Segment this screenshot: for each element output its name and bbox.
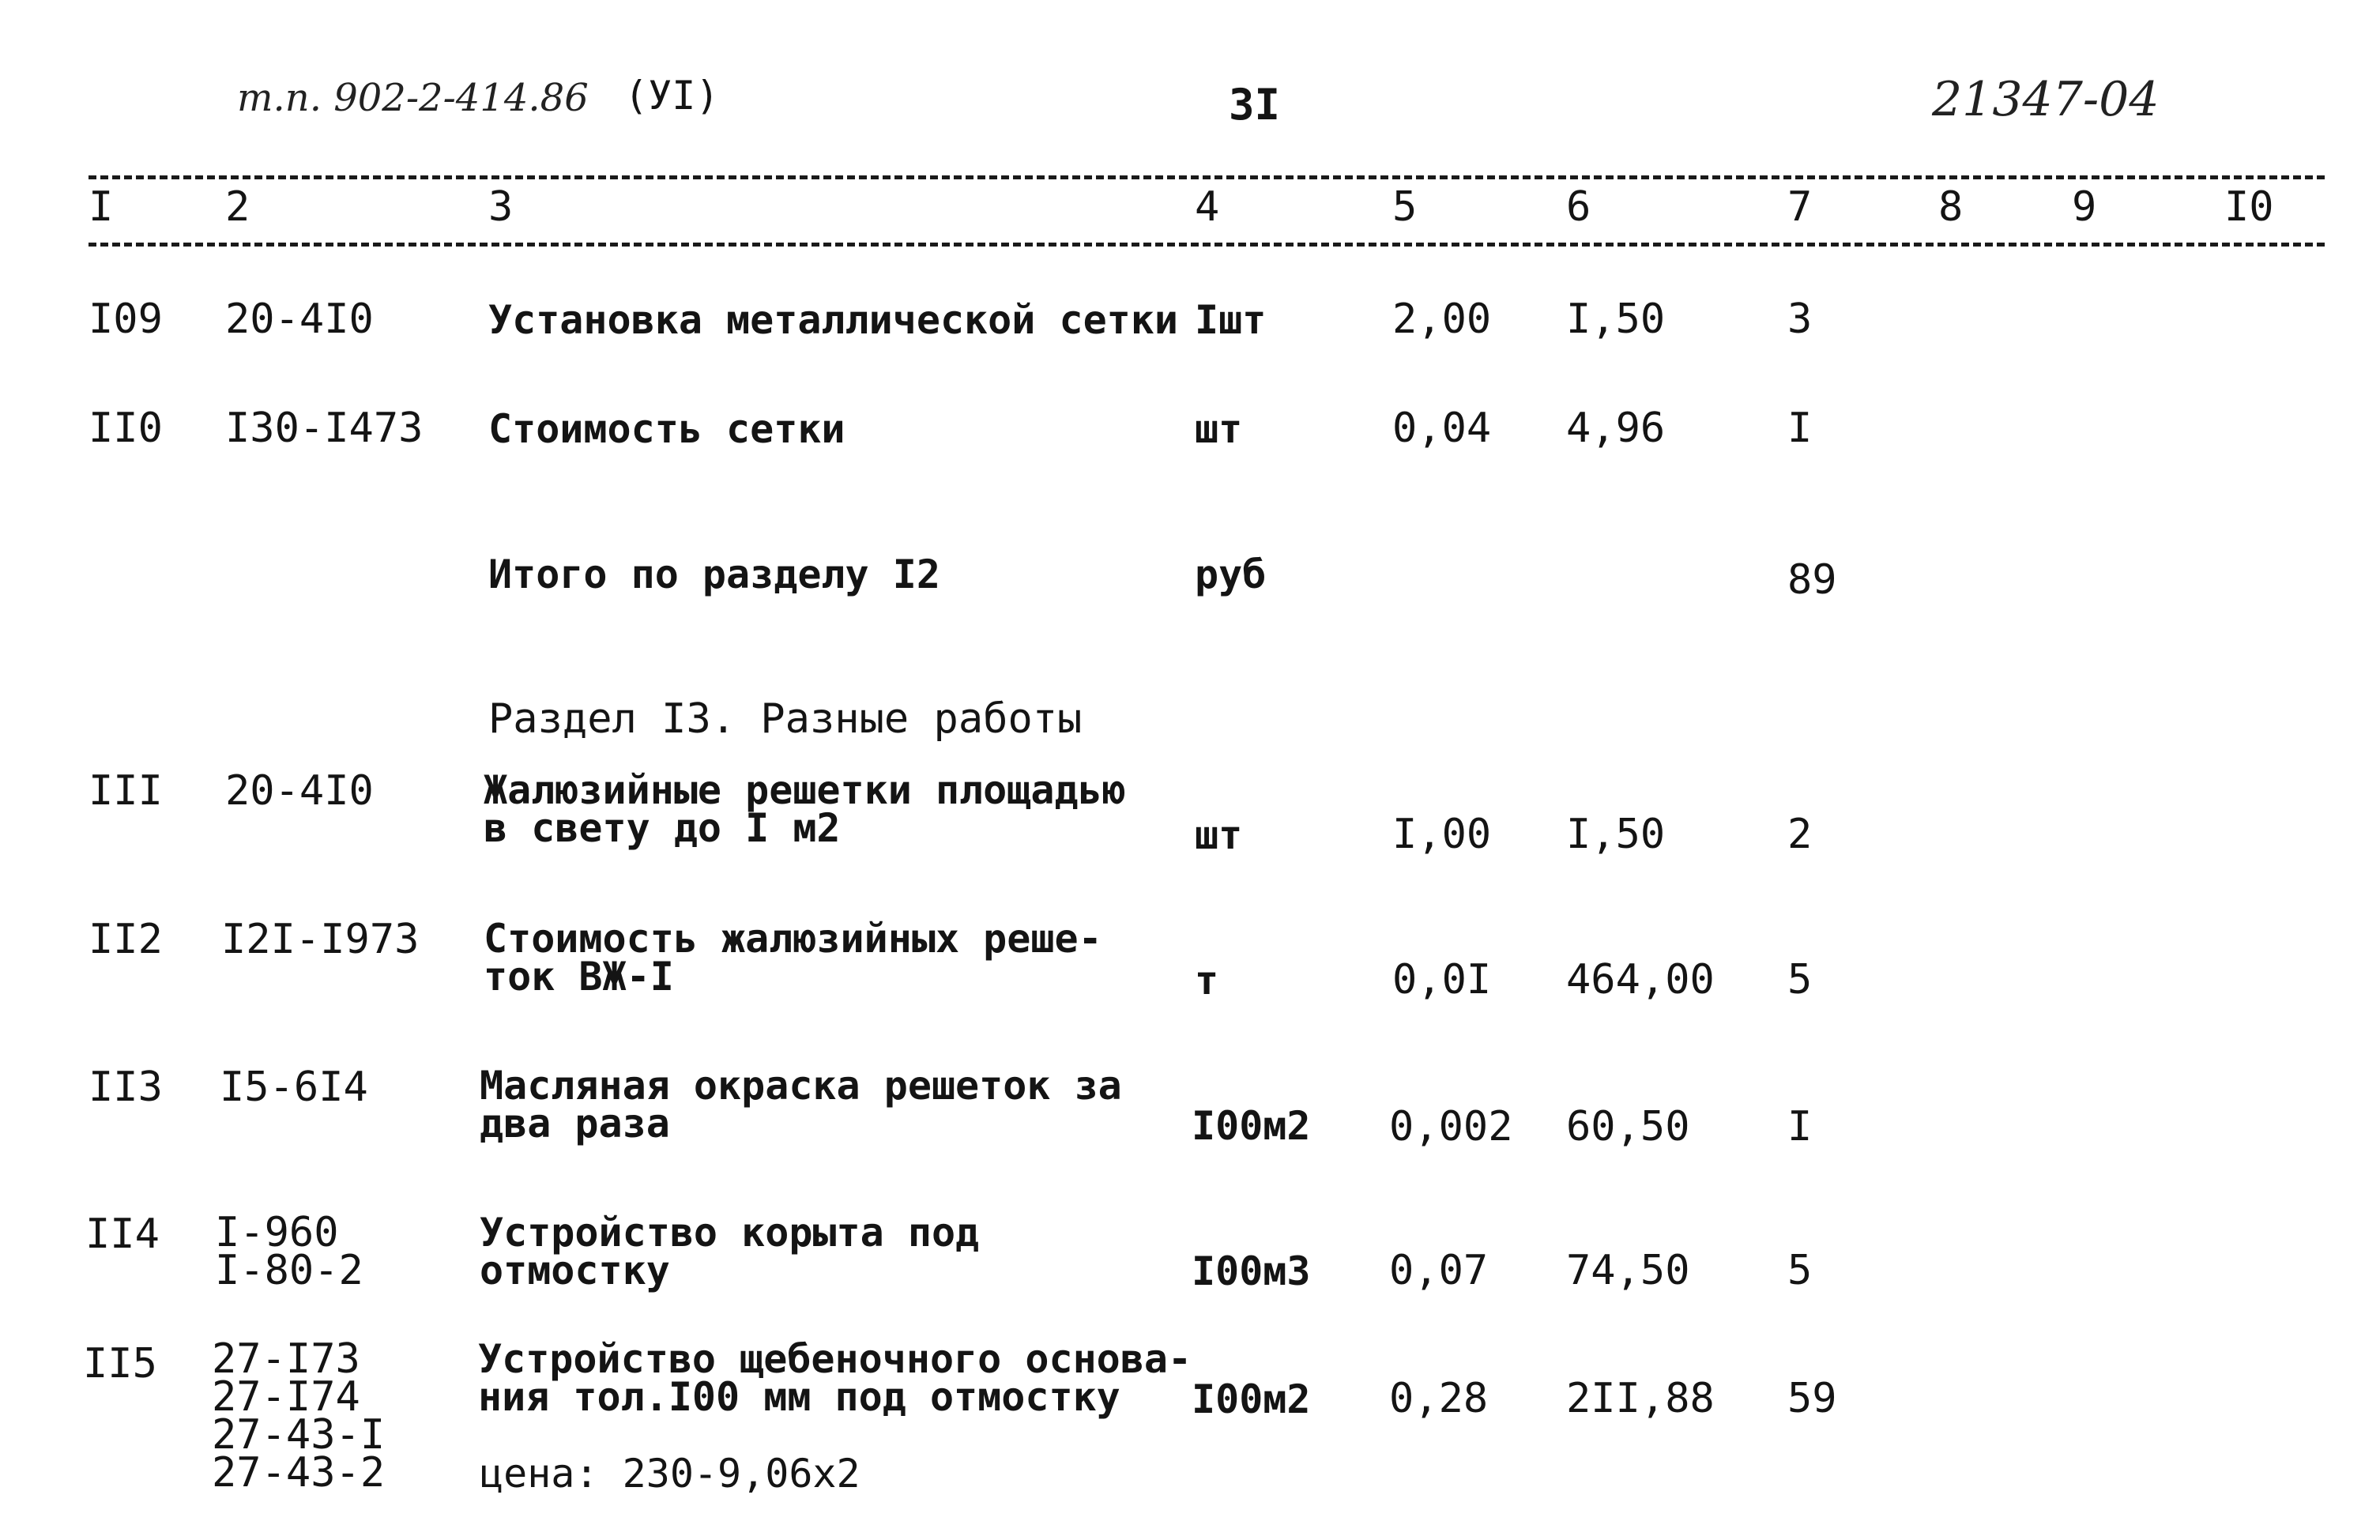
column-header-10: I0	[2224, 183, 2274, 231]
total-cost: 5	[1787, 1247, 1813, 1294]
rate-codes	[212, 1335, 386, 1497]
rate-code: 27-43-2	[212, 1449, 386, 1497]
work-description: Стоимость сетки	[488, 406, 845, 452]
description-line: Устройство щебеночного основа-	[478, 1336, 1192, 1382]
unit-price: 4,96	[1566, 405, 1666, 452]
price-note: цена: 230-9,06х2	[480, 1451, 860, 1497]
description-line: ток ВЖ-I	[484, 954, 674, 1000]
work-description	[480, 1063, 1122, 1147]
quantity: 0,07	[1389, 1247, 1489, 1294]
row-number: III	[88, 767, 163, 815]
column-header-2: 2	[225, 183, 250, 231]
header-rule-top	[88, 175, 2325, 179]
description-line: отмостку	[480, 1248, 670, 1293]
archive-number: 21347-04	[1932, 72, 2160, 127]
description-line: в свету до I м2	[484, 805, 841, 851]
rate-code: 27-43-I	[212, 1411, 386, 1459]
work-description	[484, 916, 1102, 1000]
document-code: т.п. 902-2-414.86	[237, 76, 589, 120]
unit-price: 60,50	[1566, 1103, 1690, 1150]
column-header-5: 5	[1392, 183, 1418, 231]
row-number: II4	[85, 1211, 160, 1258]
rate-code: I5-6I4	[220, 1064, 368, 1111]
total-cost: 2	[1787, 811, 1813, 858]
row-number: II0	[88, 405, 163, 452]
row-number: II5	[83, 1340, 157, 1388]
quantity: 0,002	[1389, 1103, 1513, 1150]
header-rule-bottom	[88, 243, 2325, 247]
description-line: ния тол.I00 мм под отмостку	[478, 1374, 1120, 1420]
column-header-3: 3	[488, 183, 514, 231]
rate-code: 27-I73	[212, 1335, 360, 1383]
quantity: 2,00	[1392, 296, 1492, 343]
unit: руб	[1195, 552, 1267, 597]
work-description: Установка металлической сетки	[488, 297, 1178, 343]
rate-code: I30-I473	[225, 405, 424, 452]
rate-code: 20-4I0	[225, 296, 374, 343]
unit: шт	[1195, 812, 1243, 858]
work-description	[484, 767, 1126, 851]
work-description	[480, 1210, 980, 1293]
subtotal-label: Итого по разделу I2	[488, 552, 940, 597]
column-header-9: 9	[2072, 183, 2097, 231]
unit-price: 464,00	[1566, 956, 1715, 1003]
column-header-8: 8	[1938, 183, 1964, 231]
unit: шт	[1195, 406, 1243, 452]
rate-code: 27-I74	[212, 1373, 360, 1421]
description-line: Масляная окраска решеток за	[480, 1063, 1122, 1109]
unit: Iшт	[1195, 297, 1267, 343]
description-line: Устройство корыта под	[480, 1210, 980, 1256]
unit: I00м3	[1192, 1248, 1311, 1294]
total-cost: 5	[1787, 956, 1813, 1003]
total-cost: 3	[1787, 296, 1813, 343]
quantity: 0,0I	[1392, 956, 1492, 1003]
rate-code: 20-4I0	[225, 767, 374, 815]
total-cost: 59	[1787, 1375, 1837, 1422]
unit: I00м2	[1192, 1103, 1311, 1149]
unit-price: I,50	[1566, 811, 1666, 858]
subtotal-value: 89	[1787, 556, 1837, 604]
volume-label: (УI)	[624, 73, 720, 119]
quantity: 0,04	[1392, 405, 1492, 452]
unit-price: 74,50	[1566, 1247, 1690, 1294]
unit-price: 2II,88	[1566, 1375, 1715, 1422]
quantity: I,00	[1392, 811, 1492, 858]
unit: I00м2	[1192, 1376, 1311, 1422]
rate-code: I2I-I973	[221, 916, 420, 963]
section-heading: Раздел I3. Разные работы	[488, 695, 1083, 743]
unit: т	[1195, 958, 1219, 1003]
description-line: Жалюзийные решетки площадью	[484, 767, 1126, 813]
page-number: 3I	[1229, 80, 1281, 130]
unit-price: I,50	[1566, 296, 1666, 343]
quantity: 0,28	[1389, 1375, 1489, 1422]
row-number: II3	[88, 1064, 163, 1111]
rate-code: I-960	[215, 1209, 339, 1256]
rate-codes	[215, 1209, 363, 1294]
description-line: два раза	[480, 1101, 670, 1147]
column-header-1: I	[88, 183, 114, 231]
column-header-7: 7	[1787, 183, 1813, 231]
row-number: I09	[88, 296, 163, 343]
total-cost: I	[1787, 405, 1813, 452]
row-number: II2	[88, 916, 163, 963]
rate-code: I-80-2	[215, 1247, 363, 1294]
work-description	[478, 1336, 1192, 1420]
column-header-6: 6	[1566, 183, 1591, 231]
column-header-4: 4	[1195, 183, 1220, 231]
total-cost: I	[1787, 1103, 1813, 1150]
description-line: Стоимость жалюзийных реше-	[484, 916, 1102, 962]
